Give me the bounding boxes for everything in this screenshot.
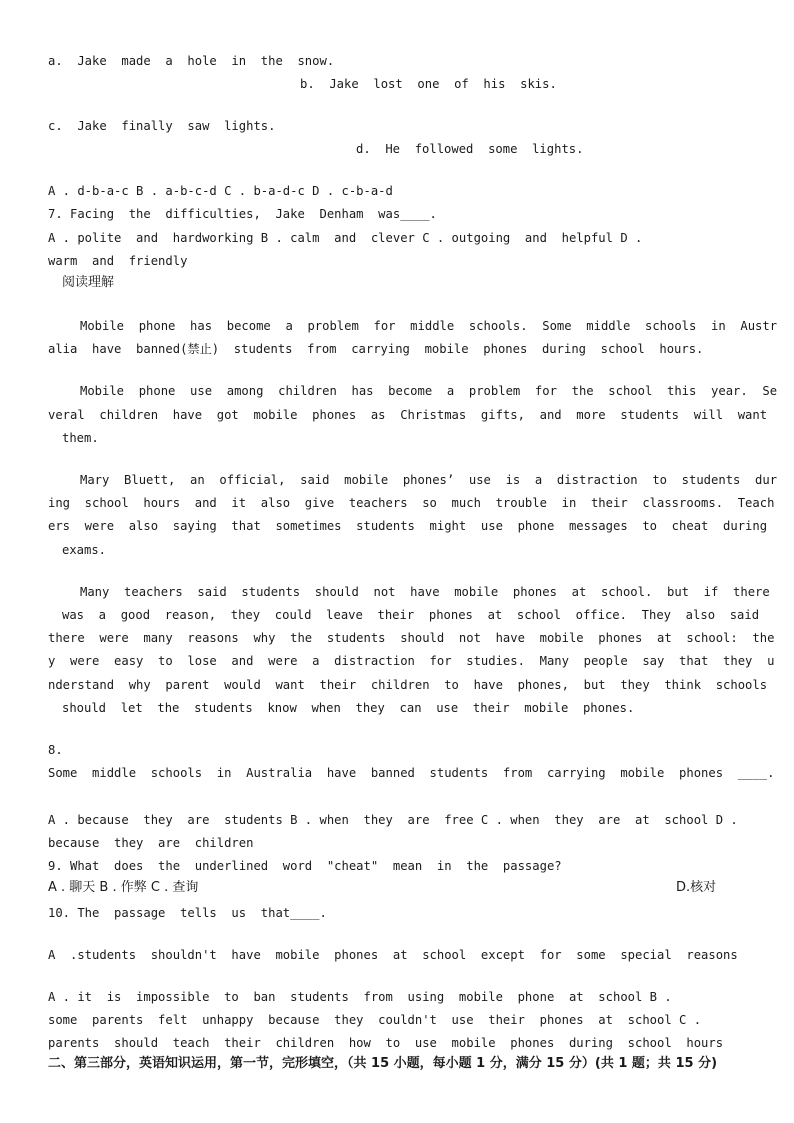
passage-line: veral children have got mobile phones as Christmas gifts, and more students will want (48, 408, 768, 422)
question-7-choices: A . polite and hardworking B . calm and clever C . outgoing and helpful D . (48, 231, 643, 245)
question-8-number: 8. (48, 743, 63, 757)
passage-line: them. (62, 431, 99, 445)
question-10-choices: A . it is impossible to ban students from using mobile phone at school B . (48, 990, 672, 1004)
passage-line: alia have banned(禁止) students from carrying mobile phones during school hours. (48, 342, 704, 356)
question-10-choice-a: A .students shouldn't have mobile phones at school except for some special reasons (48, 948, 738, 962)
question-6-choices: A . d-b-a-c B . a-b-c-d C . b-a-d-c D . c-b-a-d (48, 184, 393, 198)
passage-line: was a good reason, they could leave their phones at school office. They also said (62, 608, 760, 622)
passage-line: Mary Bluett, an official, said mobile phones’ use is a distraction to students dur (80, 473, 778, 487)
passage-line: Mobile phone use among children has become a problem for the school this year. Se (80, 384, 778, 398)
passage-line: ers were also saying that sometimes students might use phone messages to cheat during (48, 519, 768, 533)
question-10-choices-cont: parents should teach their children how to use mobile phones during school hours (48, 1036, 724, 1050)
passage-line: Many teachers said students should not have mobile phones at school. but if there (80, 585, 770, 599)
question-10-choices-cont: some parents felt unhappy because they couldn't use their phones at school C . (48, 1013, 702, 1027)
question-8-choices: A . because they are students B . when they are free C . when they are at school D . (48, 813, 738, 827)
question-8: Some middle schools in Australia have banned students from carrying mobile phones ____. (48, 766, 775, 780)
passage-line: there were many reasons why the students should not have mobile phones at school: the (48, 631, 775, 645)
passage-line: y were easy to lose and were a distraction for studies. Many people say that they u (48, 654, 775, 668)
passage-line: nderstand why parent would want their children to have phones, but they think schools (48, 678, 768, 692)
passage-line: should let the students know when they can use their mobile phones. (62, 701, 635, 715)
question-7-choices-cont: warm and friendly (48, 254, 188, 268)
option-line-d: d. He followed some lights. (356, 142, 584, 156)
section-heading-cloze: 二、第三部分，英语知识运用，第一节，完形填空，（共 15 小题，每小题 1 分，满分 15 分）(共 1 题；共 15 分) (48, 1056, 718, 1071)
passage-line: exams. (62, 543, 107, 557)
question-7: 7. Facing the difficulties, Jake Denham was____. (48, 207, 437, 221)
question-9: 9. What does the underlined word "cheat" mean in the passage? (48, 859, 562, 873)
section-heading-reading: 阅读理解 (62, 275, 115, 290)
question-9-choices: A . 聊天 B . 作弊 C . 查询 (48, 880, 199, 895)
question-9-choice-d: D.核对 (676, 880, 717, 895)
question-10: 10. The passage tells us that____. (48, 906, 327, 920)
question-8-choices-cont: because they are children (48, 836, 254, 850)
option-line-c: c. Jake finally saw lights. (48, 119, 276, 133)
passage-line: Mobile phone has become a problem for middle schools. Some middle schools in Austr (80, 319, 778, 333)
option-line-a: a. Jake made a hole in the snow. (48, 54, 335, 68)
option-line-b: b. Jake lost one of his skis. (300, 77, 557, 91)
passage-line: ing school hours and it also give teachers so much trouble in their classrooms. Teach (48, 496, 775, 510)
